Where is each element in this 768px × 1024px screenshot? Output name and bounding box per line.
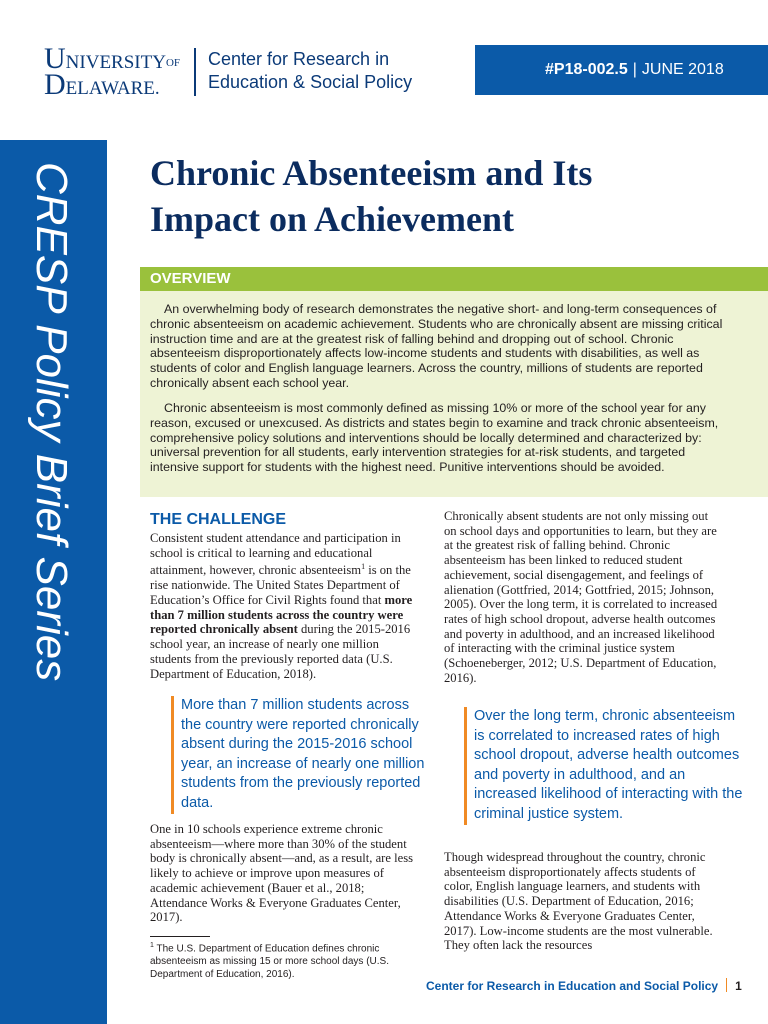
series-title: CRESP Policy Brief Series — [27, 162, 76, 682]
overview-paragraph-1-text: An overwhelming body of research demonstrates the negative short- and long-term consequences of chronic absenteeism on academic achievement. Students who are chronically absent are missing critical instruction time and are at the greatest risk of falling behind and dropping out of school. Chronic absenteeism disproportionately affects low-income students and students with disabilities, as well as students of color and English language learners. Across the country, millions of students are reported chronically absent each school year. — [150, 302, 723, 390]
challenge-p1-bold: more than 7 million students across the country were reported chronically absent — [150, 593, 413, 637]
challenge-p1-part-b: is on the rise nationwide. The United States Department of Education’s Office for Civil Rights found that — [150, 563, 411, 607]
column-2-paragraph-2: Though widespread throughout the country, chronic absenteeism disproportionately affects students of color, English language learners, and students with disabilities (U.S. Department of Education, 2016; Attendance Works & Everyone Graduates Center, 2017). Low-income students are the most vulnerable. They often lack the resources — [444, 850, 713, 953]
footnote — [150, 939, 420, 981]
center-name-line-1: Center for Research in — [208, 49, 390, 69]
challenge-p1-part-c: during the 2015-2016 school year, an increase of nearly one million students from the previously reported data (U.S. Department of Education, 2018). — [150, 622, 411, 681]
indent — [150, 302, 164, 316]
logo-of-text: OF — [165, 57, 181, 69]
challenge-paragraph-2: One in 10 schools experience extreme chronic absenteeism—where more than 30% of the student body is chronically absent—and, as a result, are less likely to achieve or improve upon measures of academic achievement (Bauer et al., 2018; Attendance Works & Everyone Graduates Center, 2017). — [150, 822, 413, 925]
title-line-2: Impact on Achievement — [150, 199, 514, 239]
challenge-p1-part-a: Consistent student attendance and participation in school is critical to learning and educational attainment, however, chronic absenteeism — [150, 531, 401, 578]
page-number: 1 — [735, 979, 742, 993]
center-name-line-2: Education & Social Policy — [208, 72, 413, 92]
logo-line-2 — [44, 68, 160, 102]
challenge-heading: THE CHALLENGE — [150, 511, 286, 528]
publication-separator: | — [632, 61, 637, 78]
overview-heading-bar — [140, 267, 768, 291]
publication-date: JUNE 2018 — [641, 61, 724, 78]
page-footer — [426, 978, 742, 993]
logo-university-text: NIVERSITY — [65, 52, 166, 73]
center-name — [208, 48, 458, 94]
pull-quote-1: More than 7 million students across the country were reported chronically absent during the 2015-2016 school year, an increase of nearly one million students from the previously reported data. — [171, 696, 426, 814]
overview-paragraph-2 — [150, 401, 725, 475]
logo-initial-u: U — [44, 42, 66, 75]
pull-quote-2: Over the long term, chronic absenteeism is correlated to increased rates of high school dropout, adverse health outcomes and poverty in adulthood, and an increased likelihood of interacting with the criminal justice system. — [464, 707, 744, 825]
header-divider — [194, 48, 196, 96]
indent — [150, 401, 164, 415]
logo-initial-d: D — [44, 68, 66, 101]
column-2-paragraph-1: Chronically absent students are not only missing out on school days and opportunities to learn, but they are at the greatest risk of falling behind. Chronic absenteeism has been linked to reduced student achievement, social disengagement, and feelings of alienation (Gottfried, 2014; Gottfried, 2015; Johnson, 2005). Over the long term, it is correlated to increased rates of high school dropout, adverse health outcomes and poverty in adulthood, and an increased likelihood of interacting with the criminal justice system (Schoeneberger, 2012; U.S. Department of Education, 2016). — [444, 509, 718, 685]
overview-paragraph-1 — [150, 302, 725, 391]
footnote-number: 1 — [150, 942, 154, 949]
footnote-marker: 1 — [361, 562, 366, 572]
logo-delaware-text: ELAWARE. — [65, 78, 160, 99]
footer-text: Center for Research in Education and Social Policy — [426, 979, 719, 993]
overview-heading: OVERVIEW — [150, 270, 231, 287]
overview-paragraph-2-text: Chronic absenteeism is most commonly defined as missing 10% or more of the school year for any reason, excused or unexcused. As districts and states begin to examine and track chronic absenteeism, comprehensive policy solutions and interventions should be locally determined and characterized by: universal prevention for all students, early intervention strategies for at-risk students, and targeted intensive support for students with the highest need. Punitive interventions should be avoided. — [150, 401, 719, 475]
university-logo — [44, 42, 194, 101]
publication-number: #P18-002.5 — [545, 61, 628, 78]
challenge-paragraph-1 — [150, 531, 420, 681]
page-title — [150, 150, 750, 242]
footer-divider — [726, 978, 727, 992]
publication-id-box — [475, 45, 768, 95]
footnote-rule — [150, 936, 210, 937]
footnote-text: The U.S. Department of Education defines chronic absenteeism as missing 15 or more school days (U.S. Department of Education, 2016). — [150, 943, 389, 981]
title-line-1: Chronic Absenteeism and Its — [150, 153, 593, 193]
